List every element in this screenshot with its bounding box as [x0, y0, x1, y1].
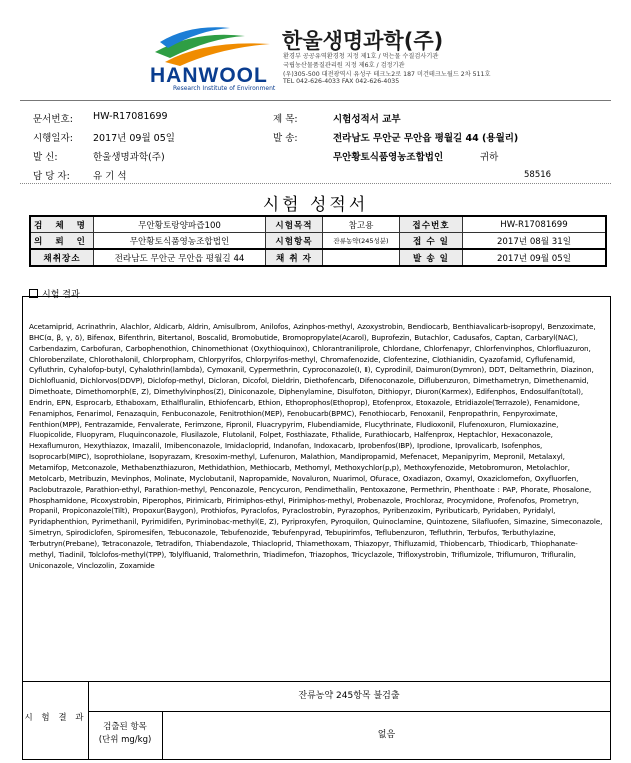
result-label-cell — [23, 681, 89, 759]
detected-items-label — [88, 711, 163, 759]
detected-items-label-line: 검출된 항목 — [103, 722, 147, 732]
table-cell-label: 시험항목 — [266, 233, 323, 250]
meta-divider — [20, 183, 611, 184]
table-cell-value: 잔류농약(245성분) — [323, 233, 400, 250]
doc-no-label: 문서번호: — [33, 114, 73, 125]
from-label: 발 신: — [33, 152, 58, 163]
table-cell-label: 채취장소 — [30, 249, 94, 266]
table-cell-value: 2017년 09월 05일 — [463, 249, 607, 266]
result-detail — [88, 681, 610, 759]
from: 한울생명과학(주) — [93, 152, 165, 163]
table-cell-value: 전라남도 무안군 무안읍 평월길 44 — [94, 249, 266, 266]
address-line: 국립농산물품질관리원 지정 제6호 / 검정기관 — [283, 62, 405, 69]
to-label: 발 송: — [273, 133, 298, 144]
brand-subtitle: Research Institute of Environment — [173, 85, 276, 92]
brand-name-en: HANWOOL — [150, 64, 268, 87]
table-cell-value: 2017년 08월 31일 — [463, 233, 607, 250]
page-title: 시험 성적서 — [262, 195, 369, 215]
subject-label: 제 목: — [273, 114, 298, 125]
table-cell-label: 의 뢰 인 — [30, 233, 94, 250]
header-divider — [20, 100, 611, 101]
person-label: 담 당 자: — [33, 171, 70, 182]
result-heading-text: 시험 결과 — [42, 290, 80, 300]
date: 2017년 09월 05일 — [93, 133, 175, 144]
address-line: (우)305-500 대전광역시 유성구 테크노2로 187 미건테크노월드 2차 511호 — [283, 71, 491, 78]
table-cell-value: 참고용 — [323, 216, 400, 233]
table-cell-label: 발 송 일 — [400, 249, 463, 266]
table-cell-value: HW-R17081699 — [463, 216, 607, 233]
person: 유 기 석 — [93, 171, 127, 182]
doc-no: HW-R17081699 — [93, 111, 168, 122]
detected-items-value: 없음 — [377, 730, 396, 740]
address-line: TEL 042-626-4033 FAX 042-626-4035 — [283, 78, 400, 85]
table-cell-value: 무안황토식품영농조합법인 — [94, 233, 266, 250]
brand-name-ko: 한울생명과학(주) — [282, 29, 444, 53]
table-cell-label: 채 취 자 — [266, 249, 323, 266]
subject: 시험성적서 교부 — [333, 114, 401, 125]
table-cell-label: 접수번호 — [400, 216, 463, 233]
date-label: 시행일자: — [33, 133, 73, 144]
to-suffix: 귀하 — [480, 152, 499, 163]
to-address: 전라남도 무안군 무안읍 평월길 44 (용월리) — [333, 133, 519, 144]
sample-info-table — [29, 215, 607, 267]
table-cell-label: 시험목적 — [266, 216, 323, 233]
detected-items-unit: (단위 mg/kg) — [98, 735, 152, 745]
table-cell-label: 접 수 일 — [400, 233, 463, 250]
table-cell-label: 검 체 명 — [30, 216, 94, 233]
document-code: 58516 — [524, 170, 552, 180]
to-org: 무안황토식품영농조합법인 — [333, 152, 444, 163]
table-cell-value: 무안황토랑양파즙100 — [94, 216, 266, 233]
result-summary: 잔류농약 245항목 불검출 — [88, 681, 610, 712]
result-box — [22, 296, 611, 760]
result-label: 시 험 결 과 — [24, 713, 87, 723]
table-cell-value — [323, 249, 400, 266]
address-line: 환경부 공공유역환경청 지정 제1호 / 먹는물 수질검사기관 — [283, 53, 439, 60]
compound-list: Acetamiprid, Acrinathrin, Alachlor, Aldicarb, Aldrin, Amisulbrom, Anilofos, Azinphos-methyl, Azoxystrobin, Bendiocarb, Benthiavalicarb-isopropyl, Benzoximate, BHC(α, β, γ, δ), Bifenox, Bifenthrin, Bitertanol, Boscalid, Bromobutide, Bromopropylate(Acarol), Buprofezin, Butachlor, Cadusafos, Captan, Carbaryl(NAC), Carbendazim, Carbofuran, Carbophenothion, Chinomethionat (Oxythioquinox), Chlorantraniliprole, Chlordane, Chlorfenapyr, Chlorfenvinphos, Chlorfluazuron, Chlorobenzilate, Chlorothalonil, Chlorpropham, Chlorpyrifos, Chlorpyrifos-methyl, Chromafenozide, Clofentezine, Clothianidin, Cyazofamid, Cyflufenamid, Cyfluthrin, Cyhalofop-butyl, Cyhalothrin(lambda), Cymoxanil, Cypermethrin, Cyproconazole(Ⅰ, Ⅱ), Cyprodinil, Daimuron(Dymron), DDT, Deltamethrin, Diazinon, Dichlofluanid, Dichlorvos(DDVP), Diclofop-methyl, Dicloran, Dicofol, Dieldrin, Diethofencarb, Difenoconazole, Diflubenzuron, Dimethametryn, Dimethenamid, Dimethoate, Dimethomorph(E, Z), Dimethylvinphos(Z), Diniconazole, Diphenylamine, Disulfoton, Dithiopyr, Diuron(Karmex), Edifenphos, Endosulfan(total), Endrin, EPN, Esprocarb, Ethaboxam, Ethalfluralin, Ethiofencarb, Ethion, Ethoprophos(Ethoprop), Etofenprox, Etoxazole, Etridiazole(Terrazole), Fenamidone, Fenamiphos, Fenarimol, Fenazaquin, Fenbuconazole, Fenitrothion(MEP), Fenobucarb(BPMC), Fenothiocarb, Fenoxanil, Fenpropathrin, Fenpyroximate, Fenthion(MPP), Fentrazamide, Fenvalerate, Ferimzone, Fipronil, Fluacrypyrim, Flubendiamide, Flucythrinate, Fludioxonil, Flufenoxuron, Flumioxazine, Fluopicolide, Fluopyram, Fluquinconazole, Flusilazole, Flutolanil, Folpet, Fosthiazate, Fthalide, Furathiocarb, Halfenprox, Heptachlor, Hexaconazole, Hexaflumuron, Hexythiazox, Imazalil, Imibenconazole, Imidacloprid, Indanofan, Indoxacarb, Iprobenfos(IBP), Iprodione, Iprovalicarb, Isofenphos, Isoprocarb(MIPC), Isoprothiolane, Isopyrazam, Kresoxim-methyl, Lufenuron, Malathion, Mandipropamid, Mefenacet, Mepanipyrim, Mepronil, Metalaxyl, Metamifop, Metconazole, Methabenzthiazuron, Methidathion, Methiocarb, Methomyl, Methoxychlor(p,p), Methoxyfenozide, Metobromuron, Metolachlor, Metolcarb, Metribuzin, Mevinphos, Molinate, Myclobutanil, Napropamide, Novaluron, Nuarimol, Ofurace, Oxadiazon, Oxamyl, Oxaziclomefon, Oxyfluorfen, Paclobutrazole, Parathion-ethyl, Parathion-methyl, Penconazole, Pencycuron, Pendimethalin, Pentoxazone, Permethrin, Phenthoate : PAP, Phorate, Phosalone, Phosphamidone, Picoxystrobin, Piperophos, Pirimicarb, Pirimiphos-ethyl, Pirimiphos-methyl, Probenazole, Prochloraz, Procymidone, Profenofos, Prometryn, Propanil, Propiconazole(Tilt), Propoxur(Baygon), Prothiofos, Pyraclofos, Pyraclostrobin, Pyrazophos, Pyribenzoxim, Pyributicarb, Pyridaben, Pyridalyl, Pyridaphenthion, Pyrimethanil, Pyrimidifen, Pyriminobac-methyl(E, Z), Pyriproxyfen, Pyroquilon, Quinoclamine, Quintozene, Silafluofen, Simazine, Simeconazole, Simetryn, Spirodiclofen, Spiromesifen, Tebuconazole, Tebufenozide, Tebufenpyrad, Tebupirimfos, Teflubenzuron, Tefluthrin, Terbufos, Terbuthylazine, Terbutryn(Prebane), Tetraconazole, Tetradifon, Thiabendazole, Thiacloprid, Thiamethoxam, Thiazopyr, Thifluzamid, Thiobencarb, Thiodicarb, Thiophanate-methyl, Tiadinil, Tolclofos-methyl(TPP), Tolylfluanid, Tralomethrin, Triadimefon, Triazophos, Tricyclazole, Trifloxystrobin, Triflumizole, Triflumuron, Trifluralin, Uniconazole, Vinclozolin, Zoxamide — [29, 322, 603, 570]
